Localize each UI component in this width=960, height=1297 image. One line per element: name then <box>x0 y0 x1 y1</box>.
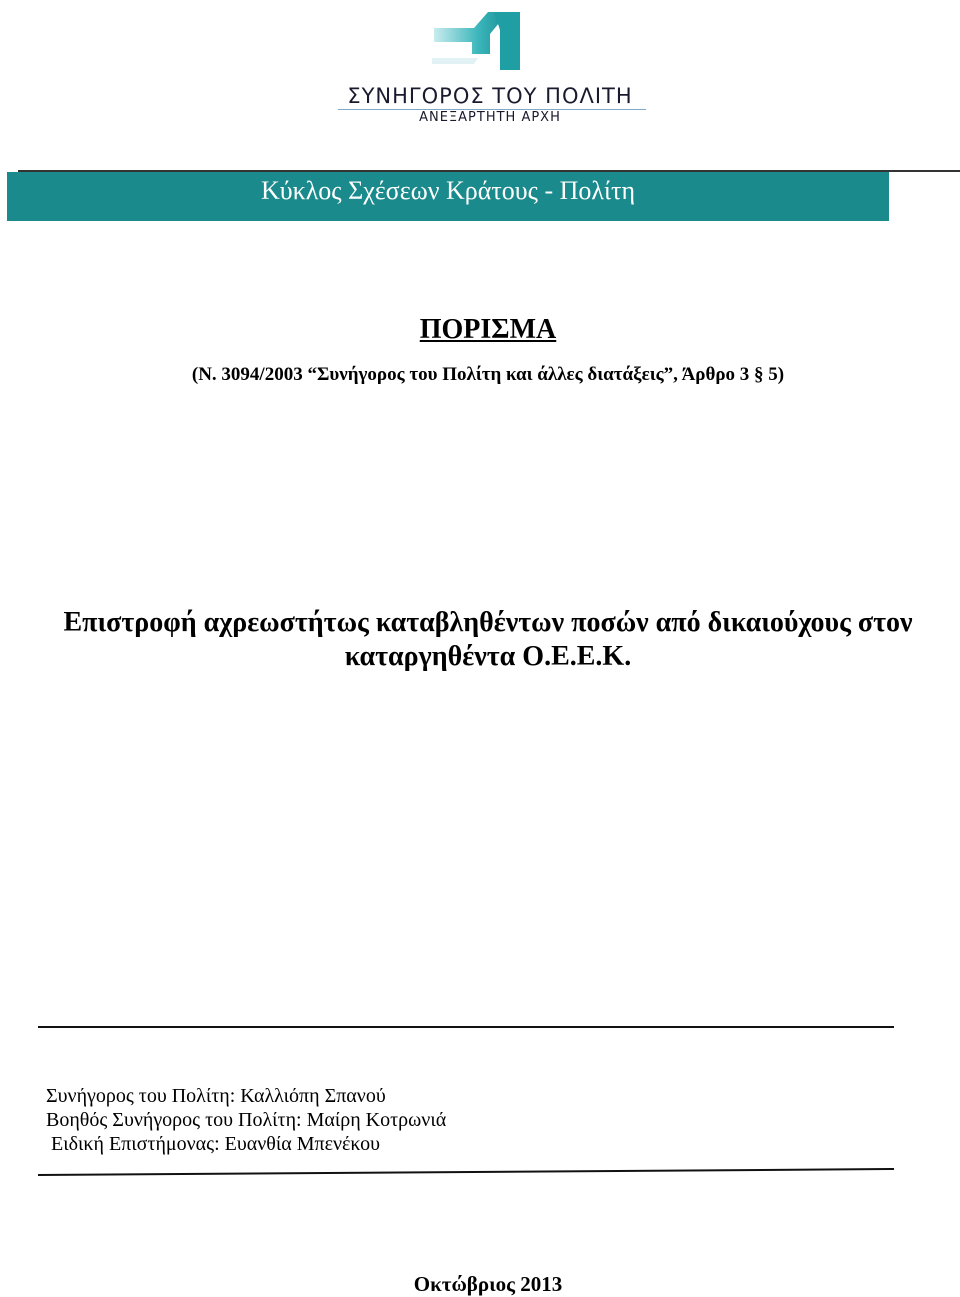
staff-ombudsman: Συνήγορος του Πολίτη: Καλλιόπη Σπανού <box>46 1085 386 1107</box>
staff-list <box>46 1084 446 1156</box>
staff-bottom-rule <box>38 1168 894 1176</box>
document-title-line-1: Επιστροφή αχρεωστήτως καταβληθέντων ποσών από δικαιούχους στον <box>63 607 913 638</box>
document-title-line-2: καταργηθέντα Ο.Ε.Ε.Κ. <box>344 641 632 672</box>
document-title <box>0 606 960 674</box>
law-reference: (Ν. 3094/2003 “Συνήγορος του Πολίτη και άλλες διατάξεις”, Άρθρο 3 § 5) <box>191 364 785 385</box>
logo-subtitle: ΑΝΕΞΑΡΤΗΤΗ ΑΡΧΗ <box>419 110 561 125</box>
staff-top-rule <box>38 1026 894 1028</box>
section-banner: Κύκλος Σχέσεων Κράτους - Πολίτη <box>7 172 889 221</box>
document-date: Οκτώβριος 2013 <box>413 1272 563 1296</box>
organization-logo <box>330 8 650 125</box>
document-heading: ΠΟΡΙΣΜΑ <box>419 314 557 345</box>
staff-deputy: Βοηθός Συνήγορος του Πολίτη: Μαίρη Κοτρωνιά <box>46 1109 447 1131</box>
logo-name: ΣΥΝΗΓΟΡΟΣ ΤΟΥ ΠΟΛΙΤΗ <box>347 84 633 108</box>
ombudsman-logo-icon <box>430 8 540 80</box>
staff-specialist: Ειδική Επιστήμονας: Ευανθία Μπενέκου <box>51 1133 380 1155</box>
